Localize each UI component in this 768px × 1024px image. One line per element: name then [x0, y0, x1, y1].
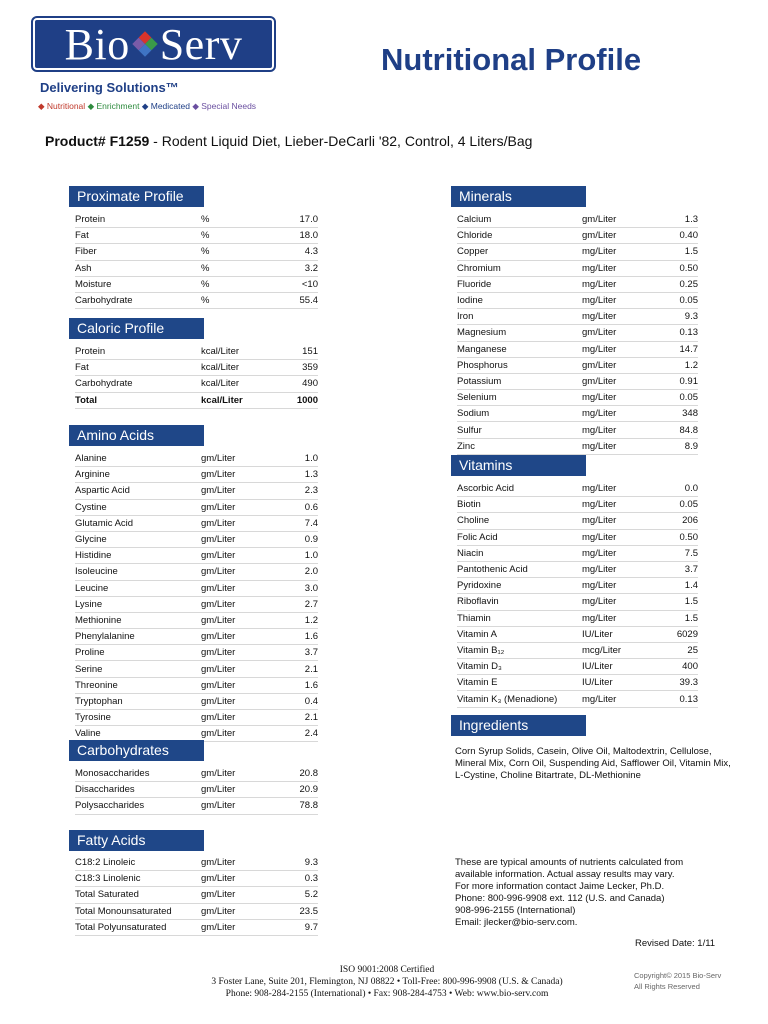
nutrient-unit: % — [201, 276, 274, 292]
amino-heading: Amino Acids — [69, 425, 204, 446]
nutrient-value: 206 — [654, 513, 698, 529]
vitamins-heading: Vitamins — [451, 455, 586, 476]
table-row — [75, 276, 318, 292]
nutrient-unit: % — [201, 260, 274, 276]
table-row — [75, 677, 318, 693]
nutrient-value: 3.2 — [274, 260, 318, 276]
table-row — [457, 481, 698, 497]
amino-table — [75, 451, 318, 742]
nutrient-unit: IU/Liter — [582, 659, 654, 675]
nutrient-value: 18.0 — [274, 228, 318, 244]
nutrient-unit: mg/Liter — [582, 260, 654, 276]
table-row — [457, 309, 698, 325]
table-row — [457, 325, 698, 341]
table-row — [457, 228, 698, 244]
table-row — [457, 626, 698, 642]
nutrient-unit: gm/Liter — [201, 467, 274, 483]
nutrient-unit: kcal/Liter — [201, 376, 274, 392]
nutrient-name: Biotin — [457, 497, 582, 513]
table-row — [457, 422, 698, 438]
nutrient-name: Ascorbic Acid — [457, 481, 582, 497]
nutrient-name: Magnesium — [457, 325, 582, 341]
nutrient-name: Folic Acid — [457, 529, 582, 545]
nutrient-unit: mg/Liter — [582, 406, 654, 422]
caloric-heading: Caloric Profile — [69, 318, 204, 339]
nutrient-unit: IU/Liter — [582, 675, 654, 691]
nutrient-unit: gm/Liter — [201, 645, 274, 661]
table-row — [457, 594, 698, 610]
nutrient-unit: kcal/Liter — [201, 360, 274, 376]
logo-text-right: Serv — [159, 19, 243, 69]
table-row — [457, 529, 698, 545]
fatty-heading: Fatty Acids — [69, 830, 204, 851]
nutrient-value: 1.4 — [654, 578, 698, 594]
nutrient-unit: gm/Liter — [582, 325, 654, 341]
table-row — [75, 360, 318, 376]
nutrient-name: Total Polyunsaturated — [75, 919, 201, 935]
nutrient-name: Iron — [457, 309, 582, 325]
nutrient-unit: gm/Liter — [201, 726, 274, 742]
table-row — [75, 887, 318, 903]
nutrient-name: C18:3 Linolenic — [75, 871, 201, 887]
table-row — [75, 661, 318, 677]
nutrient-unit: gm/Liter — [582, 373, 654, 389]
nutrient-value: 0.50 — [654, 260, 698, 276]
table-row — [457, 675, 698, 691]
nutrient-value: 1.6 — [274, 677, 318, 693]
nutrient-unit: kcal/Liter — [201, 344, 274, 360]
nutrient-name: Phenylalanine — [75, 629, 201, 645]
nutrient-value: 0.4 — [274, 693, 318, 709]
nutrient-unit: IU/Liter — [582, 626, 654, 642]
nutrient-name: Leucine — [75, 580, 201, 596]
nutrient-unit: gm/Liter — [582, 228, 654, 244]
nutrient-unit: mg/Liter — [582, 276, 654, 292]
nutrient-value: 25 — [654, 642, 698, 658]
table-row — [457, 691, 698, 707]
nutrient-unit: gm/Liter — [201, 919, 274, 935]
table-row — [457, 244, 698, 260]
table-row — [75, 903, 318, 919]
revised-date: Revised Date: 1/11 — [635, 938, 716, 949]
nutrient-name: Serine — [75, 661, 201, 677]
nutrient-name: Fiber — [75, 244, 201, 260]
nutrient-name: Chloride — [457, 228, 582, 244]
nutrient-value: 0.50 — [654, 529, 698, 545]
nutrient-name: Threonine — [75, 677, 201, 693]
nutrient-unit: gm/Liter — [201, 629, 274, 645]
table-row — [75, 645, 318, 661]
nutrient-value: 20.8 — [274, 766, 318, 782]
nutrient-name: Niacin — [457, 545, 582, 561]
nutrient-unit: gm/Liter — [201, 580, 274, 596]
nutrient-name: Choline — [457, 513, 582, 529]
nutrient-unit: mg/Liter — [582, 545, 654, 561]
nutrient-name: Protein — [75, 344, 201, 360]
table-row — [457, 610, 698, 626]
nutrient-name: Methionine — [75, 612, 201, 628]
nutrient-value: 1.5 — [654, 610, 698, 626]
nutrient-name: Riboflavin — [457, 594, 582, 610]
nutrient-value: 1.0 — [274, 548, 318, 564]
nutrient-unit: mg/Liter — [582, 244, 654, 260]
nutrient-unit: kcal/Liter — [201, 392, 274, 408]
nutrient-name: Aspartic Acid — [75, 483, 201, 499]
nutrient-unit: mg/Liter — [582, 691, 654, 707]
nutrient-value: 359 — [274, 360, 318, 376]
table-row — [457, 390, 698, 406]
table-row — [75, 855, 318, 871]
nutrient-value: 1.0 — [274, 451, 318, 467]
table-row — [75, 564, 318, 580]
nutrient-value: 0.0 — [654, 481, 698, 497]
table-row — [75, 392, 318, 408]
nutrient-name: Pyridoxine — [457, 578, 582, 594]
nutrient-value: 1.5 — [654, 244, 698, 260]
nutrient-name: Iodine — [457, 292, 582, 308]
nutrient-unit: mg/Liter — [582, 390, 654, 406]
nutrient-unit: gm/Liter — [582, 357, 654, 373]
nutrient-unit: mg/Liter — [582, 292, 654, 308]
nutrient-value: 20.9 — [274, 782, 318, 798]
nutrient-value: 3.7 — [654, 561, 698, 577]
nutrient-unit: mcg/Liter — [582, 642, 654, 658]
nutrient-value: 78.8 — [274, 798, 318, 814]
nutrient-name: Glutamic Acid — [75, 515, 201, 531]
fatty-table — [75, 855, 318, 936]
nutrient-name: Histidine — [75, 548, 201, 564]
minerals-table — [457, 212, 698, 455]
product-description: - Rodent Liquid Diet, Lieber-DeCarli '82, Control, 4 Liters/Bag — [149, 133, 533, 149]
nutrient-unit: gm/Liter — [201, 710, 274, 726]
nutrient-unit: gm/Liter — [201, 782, 274, 798]
nutrient-value: 0.9 — [274, 531, 318, 547]
nutrient-value: 17.0 — [274, 212, 318, 228]
nutrient-name: Alanine — [75, 451, 201, 467]
table-row — [457, 659, 698, 675]
table-row — [75, 919, 318, 935]
nutrient-unit: gm/Liter — [201, 499, 274, 515]
nutrient-name: Vitamin A — [457, 626, 582, 642]
table-row — [75, 292, 318, 308]
table-row — [75, 344, 318, 360]
table-row — [457, 357, 698, 373]
product-number: Product# F1259 — [45, 133, 150, 149]
nutrient-unit: mg/Liter — [582, 309, 654, 325]
table-row — [457, 276, 698, 292]
nutrient-unit: gm/Liter — [201, 612, 274, 628]
table-row — [457, 212, 698, 228]
table-row — [457, 545, 698, 561]
nutrient-name: Vitamin E — [457, 675, 582, 691]
table-row — [75, 629, 318, 645]
nutrient-value: 2.0 — [274, 564, 318, 580]
table-row — [457, 260, 698, 276]
nutrient-value: 2.1 — [274, 710, 318, 726]
nutrient-name: Protein — [75, 212, 201, 228]
notes: These are typical amounts of nutrients calculated from available information. Actual assay results may vary. For more information contact Jaime Lecker, Ph.D. Phone: 800-996-9908 ext. 112 (U.S. and Canada) 908-996-2155 (International) Email: jlecker@bio-serv.com. — [455, 857, 684, 928]
nutrient-value: 7.4 — [274, 515, 318, 531]
table-row — [75, 451, 318, 467]
proximate-table — [75, 212, 318, 309]
table-row — [457, 513, 698, 529]
nutrient-unit: mg/Liter — [582, 578, 654, 594]
nutrient-value: 39.3 — [654, 675, 698, 691]
nutrient-name: Selenium — [457, 390, 582, 406]
proximate-heading: Proximate Profile — [69, 186, 204, 207]
nutrient-name: Carbohydrate — [75, 376, 201, 392]
nutrient-value: 2.4 — [274, 726, 318, 742]
nutrient-name: Pantothenic Acid — [457, 561, 582, 577]
nutrient-name: Isoleucine — [75, 564, 201, 580]
nutrient-unit: gm/Liter — [201, 483, 274, 499]
table-row — [75, 483, 318, 499]
ingredients-text: Corn Syrup Solids, Casein, Olive Oil, Maltodextrin, Cellulose, Mineral Mix, Corn Oil, Suspending Aid, Safflower Oil, Vitamin Mix, L-Cystine, Choline Bitartrate, DL-Methionine — [455, 746, 731, 781]
nutrient-name: Total Monounsaturated — [75, 903, 201, 919]
table-row — [75, 515, 318, 531]
nutrient-name: Monosaccharides — [75, 766, 201, 782]
nutrient-value: 4.3 — [274, 244, 318, 260]
nutrient-value: 2.7 — [274, 596, 318, 612]
nutrient-name: Polysaccharides — [75, 798, 201, 814]
nutrient-name: Moisture — [75, 276, 201, 292]
nutrient-unit: gm/Liter — [201, 661, 274, 677]
nutrient-value: 1000 — [274, 392, 318, 408]
nutrient-name: Arginine — [75, 467, 201, 483]
nutrient-value: 9.3 — [654, 309, 698, 325]
table-row — [457, 561, 698, 577]
table-row — [75, 531, 318, 547]
table-row — [75, 548, 318, 564]
nutrient-value: 0.13 — [654, 325, 698, 341]
nutrient-unit: gm/Liter — [201, 871, 274, 887]
nutrient-unit: gm/Liter — [201, 798, 274, 814]
nutrient-name: Potassium — [457, 373, 582, 389]
nutrient-value: 490 — [274, 376, 318, 392]
nutrient-unit: gm/Liter — [201, 515, 274, 531]
nutrient-value: 1.2 — [654, 357, 698, 373]
nutrient-value: 0.3 — [274, 871, 318, 887]
nutrient-unit: % — [201, 228, 274, 244]
nutrient-unit: gm/Liter — [201, 887, 274, 903]
nutrient-unit: gm/Liter — [201, 596, 274, 612]
nutrient-name: Tyrosine — [75, 710, 201, 726]
table-row — [75, 467, 318, 483]
table-row — [75, 376, 318, 392]
nutrient-unit: mg/Liter — [582, 341, 654, 357]
nutrient-value: 400 — [654, 659, 698, 675]
nutrient-value: 3.0 — [274, 580, 318, 596]
bio-serv-logo — [33, 18, 274, 70]
subtag: ◆ Nutritional ◆ Enrichment ◆ Medicated ◆ Special Needs — [38, 101, 257, 111]
nutrient-value: 3.7 — [274, 645, 318, 661]
nutrient-name: Total Saturated — [75, 887, 201, 903]
carbohydrates-heading: Carbohydrates — [69, 740, 204, 761]
nutrient-unit: gm/Liter — [201, 693, 274, 709]
table-row — [457, 438, 698, 454]
table-row — [457, 578, 698, 594]
nutrient-name: Zinc — [457, 438, 582, 454]
nutrient-value: 5.2 — [274, 887, 318, 903]
nutrient-value: 2.3 — [274, 483, 318, 499]
logo-diamond-icon — [132, 31, 157, 56]
table-row — [75, 612, 318, 628]
nutrient-name: C18:2 Linoleic — [75, 855, 201, 871]
nutrient-name: Carbohydrate — [75, 292, 201, 308]
nutrient-name: Total — [75, 392, 201, 408]
table-row — [457, 406, 698, 422]
table-row — [75, 499, 318, 515]
nutrient-unit: gm/Liter — [201, 531, 274, 547]
nutrient-unit: mg/Liter — [582, 529, 654, 545]
nutrient-name: Ash — [75, 260, 201, 276]
nutrient-name: Chromium — [457, 260, 582, 276]
nutrient-value: 0.05 — [654, 390, 698, 406]
nutrient-unit: mg/Liter — [582, 594, 654, 610]
table-row — [75, 212, 318, 228]
tagline: Delivering Solutions™ — [40, 80, 179, 95]
caloric-table — [75, 344, 318, 409]
nutrient-value: 9.3 — [274, 855, 318, 871]
nutrient-value: 1.5 — [654, 594, 698, 610]
page-title: Nutritional Profile — [381, 42, 642, 77]
nutrient-value: 14.7 — [654, 341, 698, 357]
table-row — [75, 596, 318, 612]
footer: ISO 9001:2008 Certified 3 Foster Lane, Suite 201, Flemington, NJ 08822 • Toll-Free: 800-996-9908 (U.S. & Canada) Phone: 908-284-2155 (International) • Fax: 908-284-4753 • Web: www.bio-serv.com — [211, 965, 563, 999]
nutrient-name: Calcium — [457, 212, 582, 228]
nutrient-unit: gm/Liter — [201, 855, 274, 871]
nutrient-value: 151 — [274, 344, 318, 360]
nutrient-unit: mg/Liter — [582, 481, 654, 497]
table-row — [75, 798, 318, 814]
nutrient-unit: mg/Liter — [582, 438, 654, 454]
nutrient-name: Cystine — [75, 499, 201, 515]
nutrient-value: 84.8 — [654, 422, 698, 438]
nutrient-name: Manganese — [457, 341, 582, 357]
nutrient-name: Fat — [75, 228, 201, 244]
nutrient-value: 0.05 — [654, 292, 698, 308]
nutrient-unit: mg/Liter — [582, 610, 654, 626]
carbohydrates-table — [75, 766, 318, 815]
nutrient-unit: gm/Liter — [582, 212, 654, 228]
table-row — [75, 710, 318, 726]
nutrient-unit: % — [201, 244, 274, 260]
nutrient-name: Glycine — [75, 531, 201, 547]
table-row — [75, 228, 318, 244]
nutrient-value: 0.91 — [654, 373, 698, 389]
nutrient-unit: mg/Liter — [582, 497, 654, 513]
nutrient-name: Vitamin D₃ — [457, 659, 582, 675]
nutrient-value: 1.2 — [274, 612, 318, 628]
nutrient-value: <10 — [274, 276, 318, 292]
nutrient-unit: % — [201, 292, 274, 308]
table-row — [457, 497, 698, 513]
ingredients-heading: Ingredients — [451, 715, 586, 736]
nutrient-name: Lysine — [75, 596, 201, 612]
nutrient-name: Thiamin — [457, 610, 582, 626]
nutrient-value: 9.7 — [274, 919, 318, 935]
nutrient-name: Phosphorus — [457, 357, 582, 373]
nutrient-unit: gm/Liter — [201, 548, 274, 564]
nutrient-name: Copper — [457, 244, 582, 260]
nutrient-value: 1.3 — [654, 212, 698, 228]
nutrient-value: 348 — [654, 406, 698, 422]
table-row — [75, 871, 318, 887]
nutrient-name: Disaccharides — [75, 782, 201, 798]
nutrient-unit: % — [201, 212, 274, 228]
table-row — [75, 693, 318, 709]
nutrient-value: 55.4 — [274, 292, 318, 308]
vitamins-table — [457, 481, 698, 708]
nutrient-unit: mg/Liter — [582, 561, 654, 577]
nutrient-name: Proline — [75, 645, 201, 661]
table-row — [457, 292, 698, 308]
nutrient-name: Valine — [75, 726, 201, 742]
table-row — [75, 782, 318, 798]
nutrient-name: Tryptophan — [75, 693, 201, 709]
nutrient-value: 8.9 — [654, 438, 698, 454]
table-row — [457, 642, 698, 658]
nutrient-name: Vitamin B₁₂ — [457, 642, 582, 658]
nutrient-unit: mg/Liter — [582, 513, 654, 529]
table-row — [75, 766, 318, 782]
table-row — [75, 260, 318, 276]
nutrient-value: 0.40 — [654, 228, 698, 244]
table-row — [75, 580, 318, 596]
nutrient-unit: gm/Liter — [201, 451, 274, 467]
minerals-heading: Minerals — [451, 186, 586, 207]
nutrient-unit: mg/Liter — [582, 422, 654, 438]
nutrient-value: 7.5 — [654, 545, 698, 561]
nutrient-unit: gm/Liter — [201, 766, 274, 782]
nutrient-name: Sulfur — [457, 422, 582, 438]
table-row — [457, 373, 698, 389]
nutrient-name: Fat — [75, 360, 201, 376]
nutrient-name: Sodium — [457, 406, 582, 422]
nutrient-name: Vitamin K₃ (Menadione) — [457, 691, 582, 707]
nutrient-value: 6029 — [654, 626, 698, 642]
nutrient-value: 1.3 — [274, 467, 318, 483]
nutrient-unit: gm/Liter — [201, 677, 274, 693]
nutrient-value: 1.6 — [274, 629, 318, 645]
nutrient-value: 0.13 — [654, 691, 698, 707]
product-line — [45, 133, 532, 149]
copyright: Copyright© 2015 Bio-Serv All Rights Reserved — [634, 971, 722, 991]
nutrient-value: 0.05 — [654, 497, 698, 513]
nutrient-value: 23.5 — [274, 903, 318, 919]
nutrient-name: Fluoride — [457, 276, 582, 292]
table-row — [457, 341, 698, 357]
nutrient-value: 2.1 — [274, 661, 318, 677]
table-row — [75, 244, 318, 260]
logo-text-left: Bio — [64, 19, 130, 69]
nutrient-value: 0.6 — [274, 499, 318, 515]
nutrient-unit: gm/Liter — [201, 903, 274, 919]
nutrient-unit: gm/Liter — [201, 564, 274, 580]
nutrient-value: 0.25 — [654, 276, 698, 292]
